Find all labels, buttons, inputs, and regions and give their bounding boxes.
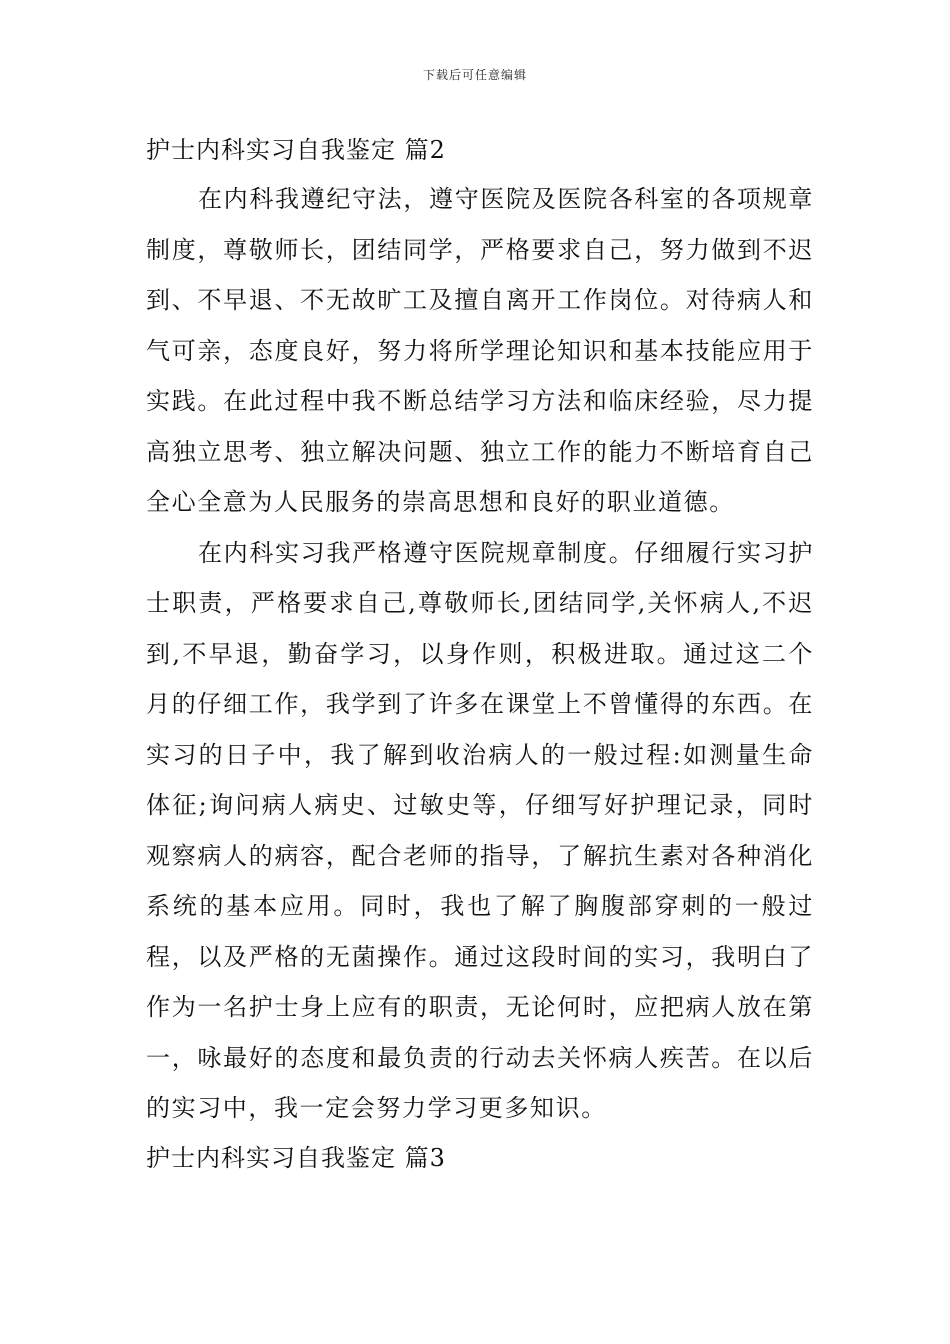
document-body <box>146 126 814 1182</box>
section-2-title: 护士内科实习自我鉴定 篇2 <box>146 136 446 164</box>
section-2-paragraph-2: 在内科实习我严格遵守医院规章制度。仔细履行实习护士职责，严格要求自己,尊敬师长,团结同学,关怀病人,不迟到,不早退，勤奋学习，以身作则，积极进取。通过这二个月的仔细工作，我学到了许多在课堂上不曾懂得的东西。在实习的日子中，我了解到收治病人的一般过程:如测量生命体征;询问病人病史、过敏史等，仔细写好护理记录，同时观察病人的病容，配合老师的指导，了解抗生素对各种消化系统的基本应用。同时，我也了解了胸腹部穿刺的一般过程，以及严格的无菌操作。通过这段时间的实习，我明白了作为一名护士身上应有的职责，无论何时，应把病人放在第一，咏最好的态度和最负责的行动去关怀病人疾苦。在以后的实习中，我一定会努力学习更多知识。 <box>146 538 814 1122</box>
section-2-paragraph-1: 在内科我遵纪守法，遵守医院及医院各科室的各项规章制度，尊敬师长，团结同学，严格要求自己，努力做到不迟到、不早退、不无故旷工及擅自离开工作岗位。对待病人和气可亲，态度良好，努力将所学理论知识和基本技能应用于实践。在此过程中我不断总结学习方法和临床经验，尽力提高独立思考、独立解决问题、独立工作的能力不断培育自己全心全意为人民服务的崇高思想和良好的职业道德。 <box>146 185 814 516</box>
header-note: 下载后可任意编辑 <box>422 68 527 82</box>
section-3-title: 护士内科实习自我鉴定 篇3 <box>146 1143 446 1172</box>
